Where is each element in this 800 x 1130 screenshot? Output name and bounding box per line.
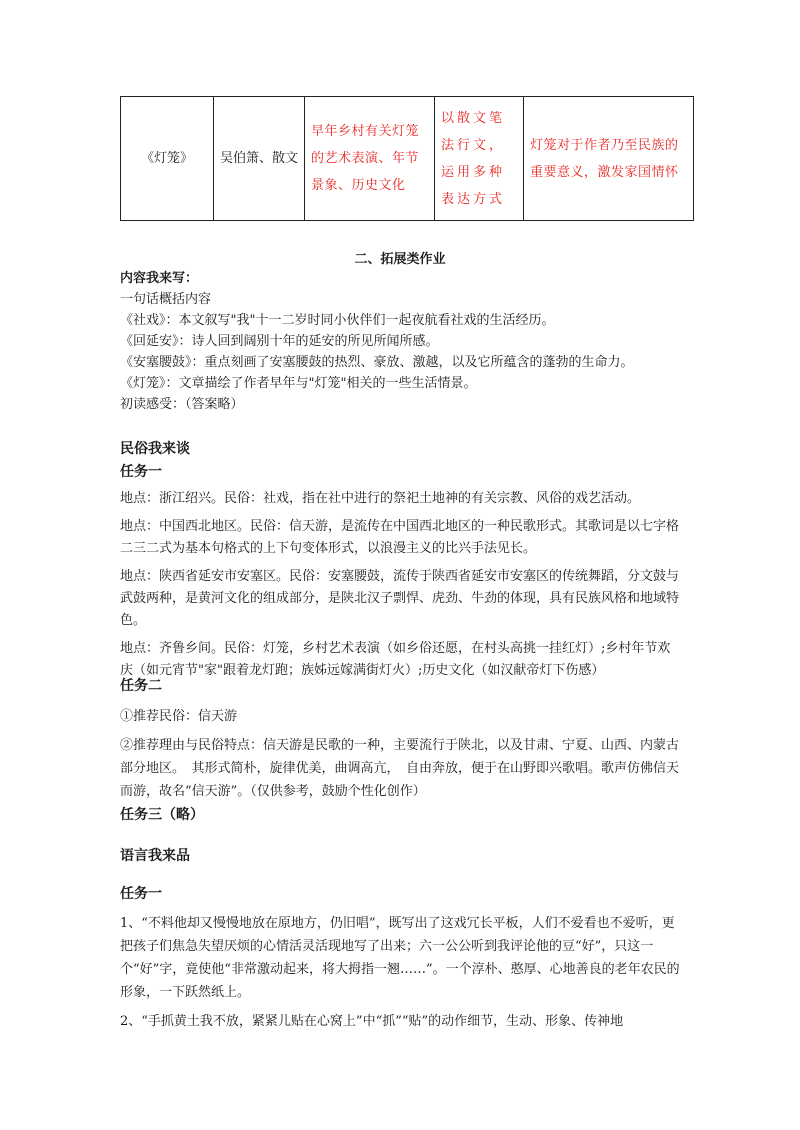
content-cell bbox=[305, 97, 435, 221]
content-heading: 内容我来写： bbox=[120, 271, 199, 286]
work-title-cell: 《灯笼》 bbox=[121, 97, 214, 221]
folk-section bbox=[120, 438, 680, 688]
language-para: 2、“手抓黄土我不放，紧紧儿贴在心窝上”中“抓”“贴”的动作细节，生动、形象、传神地 bbox=[120, 1014, 624, 1029]
language-paras bbox=[120, 912, 680, 1033]
folk-task1-title: 任务一 bbox=[120, 464, 162, 480]
language-heading: 语言我来品 bbox=[120, 848, 190, 864]
folk-task2-title: 任务二 bbox=[120, 678, 162, 694]
content-line: 《社戏》：本文叙写"我"十一二岁时同小伙伴们一起夜航看社戏的生活经历。 bbox=[120, 313, 555, 328]
method-cell bbox=[435, 97, 524, 221]
content-line: 一句话概括内容 bbox=[120, 292, 212, 307]
folk-task2-para: ①推荐民俗：信天游 bbox=[120, 709, 238, 724]
folk-task3-title: 任务三（略） bbox=[120, 807, 204, 823]
content-line: 《灯笼》：文章描绘了作者早年与"灯笼"相关的一些生活情景。 bbox=[120, 376, 477, 391]
summary-table bbox=[120, 96, 694, 221]
section-title: 二、拓展类作业 bbox=[354, 252, 446, 267]
content-line: 初读感受：（答案略） bbox=[120, 397, 244, 412]
folk-task1-para: 地点：中国西北地区。民俗：信天游，是流传在中国西北地区的一种民歌形式。其歌词是以七字格二三二式为基本句格式的上下句变体形式，以浪漫主义的比兴手法见长。 bbox=[120, 519, 680, 556]
theme-text: 灯笼对于作者乃至民族的重要意义，激发家国情怀 bbox=[530, 137, 679, 180]
folk-task1-para: 地点：齐鲁乡间。民俗：灯笼，乡村艺术表演（如乡俗还愿，在村头高挑一挂红灯）;乡村年节欢庆（如元宵节"家"跟着龙灯跑；族姊远嫁满街灯火）;历史文化（如汉献帝灯下伤感） bbox=[120, 641, 671, 678]
language-para: 1、“不料他却又慢慢地放在原地方，仍旧唱”，既写出了这戏冗长平板，人们不爱看也不爱听，更把孩子们焦急失望厌烦的心情活灵活现地写了出来；六一公公听到我评论他的豆“好”，只这一个“好”字，竟使他“非常激动起来，将大拇指一翘……”。一个淳朴、憨厚、心地善良的老年农民的形象，一下跃然纸上。 bbox=[120, 916, 680, 1000]
language-heading-block bbox=[120, 845, 680, 865]
folk-task3 bbox=[120, 804, 680, 824]
content-line: 《回延安》：诗人回到阔别十年的延安的所见所闻所感。 bbox=[120, 334, 439, 349]
language-task1-title: 任务一 bbox=[120, 886, 162, 902]
folk-task1-para: 地点：陕西省延安市安塞区。民俗：安塞腰鼓，流传于陕西省延安市安塞区的传统舞蹈，分文鼓与武鼓两种，是黄河文化的组成部分，是陕北汉子剽悍、虎劲、牛劲的体现，具有民族风格和地域特色。 bbox=[120, 569, 680, 628]
content-text: 早年乡村有关灯笼的艺术表演、年节景象、历史文化 bbox=[311, 124, 420, 193]
table-row bbox=[121, 97, 694, 221]
theme-cell bbox=[524, 97, 694, 221]
method-text: 以散文笔法行文，运用多种表达方式 bbox=[441, 110, 506, 207]
folk-task2-body bbox=[120, 706, 680, 809]
folk-task2-para: ②推荐理由与民俗特点：信天游是民歌的一种，主要流行于陕北，以及甘肃、宁夏、山西、内蒙古部分地区。 其形式简朴，旋律优美，曲调高亢， 自由奔放，便于在山野即兴歌唱。歌声仿佛信天而游，故名“信天游”。（仅供参考，鼓励个性化创作） bbox=[120, 738, 680, 799]
language-task1-block bbox=[120, 883, 680, 903]
content-line: 《安塞腰鼓》：重点刻画了安塞腰鼓的热烈、豪放、激越，以及它所蕴含的蓬勃的生命力。 bbox=[120, 355, 634, 370]
folk-heading: 民俗我来谈 bbox=[120, 441, 190, 457]
folk-task1-para: 地点：浙江绍兴。民俗：社戏，指在社中进行的祭祀土地神的有关宗教、风俗的戏艺活动。 bbox=[120, 491, 641, 506]
folk-task2 bbox=[120, 675, 680, 697]
content-section bbox=[120, 268, 680, 415]
author-genre-cell: 吴伯箫、散文 bbox=[214, 97, 305, 221]
